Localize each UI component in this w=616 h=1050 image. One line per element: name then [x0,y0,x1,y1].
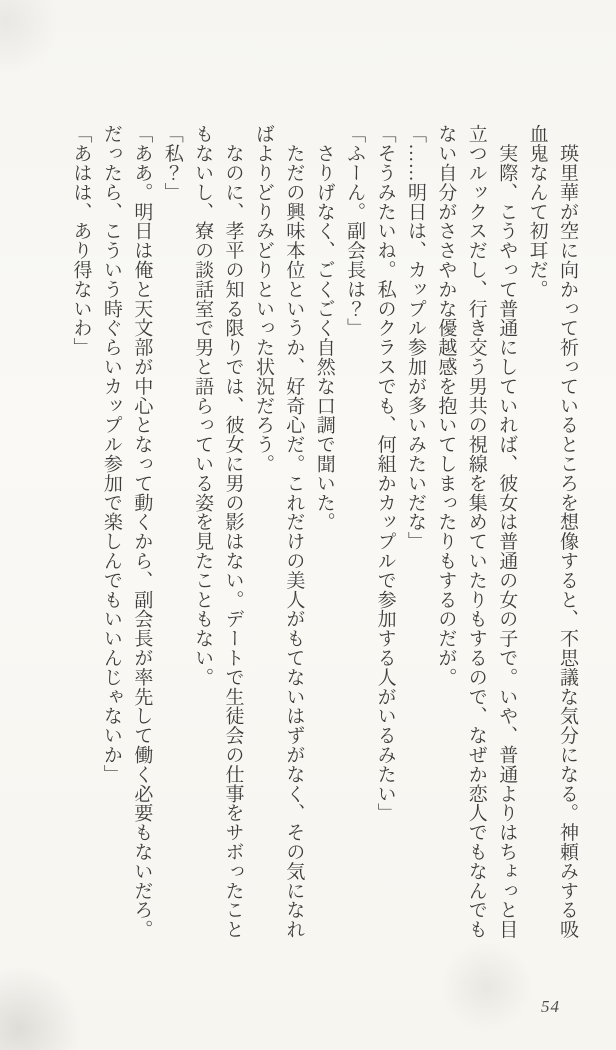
text-line: なのに、孝平の知る限りでは、彼女に男の影はない。デートで生徒会の仕事をサボったこと [222,124,244,939]
text-line: 血鬼なんて初耳だ。 [526,124,548,299]
text-line: ばよりどりみどりといった状況だろう。 [252,124,274,474]
text-line: 「私？」 [161,124,183,202]
text-line: 「……明日は、カップル参加が多いみたいだな」 [404,124,426,551]
text-line: だったら、こういう時ぐらいカップル参加で楽しんでもいいんじゃないか」 [100,124,122,784]
text-line: ない自分がささやかな優越感を抱いてしまったりもするのだが。 [435,124,457,687]
text-line: 立つルックスだし、行き交う男共の視線を集めていたりもするので、なぜか恋人でもなんでも [465,124,487,939]
text-line: 瑛里華が空に向かって祈っているところを想像すると、不思議な気分になる。神頼みする吸 [557,124,578,939]
text-line: 実際、こうやって普通にしていれば、彼女は普通の女の子で。いや、普通よりはちょっと目 [496,124,518,939]
text-line: もないし、寮の談話室で男と語らっている姿を見たこともない。 [192,124,214,687]
page-number: 54 [541,997,560,1016]
text-line: さりげなく、ごくごく自然な口調で聞いた。 [313,124,335,532]
text-line: ただの興味本位というか、好奇心だ。これだけの美人がもてないはずがなく、その気になれ [283,124,305,939]
vertical-text-block [65,124,582,944]
text-line: 「ああ。明日は俺と天文部が中心となって動くから、副会長が率先して働く必要もないだろ。 [131,124,153,939]
text-line: 「あはは、あり得ないわ」 [70,124,92,357]
text-line: 「ふーん。副会長は？」 [344,124,366,338]
text-line: 「そうみたいね。私のクラスでも、何組かカップルで参加する人がいるみたい」 [374,124,396,823]
